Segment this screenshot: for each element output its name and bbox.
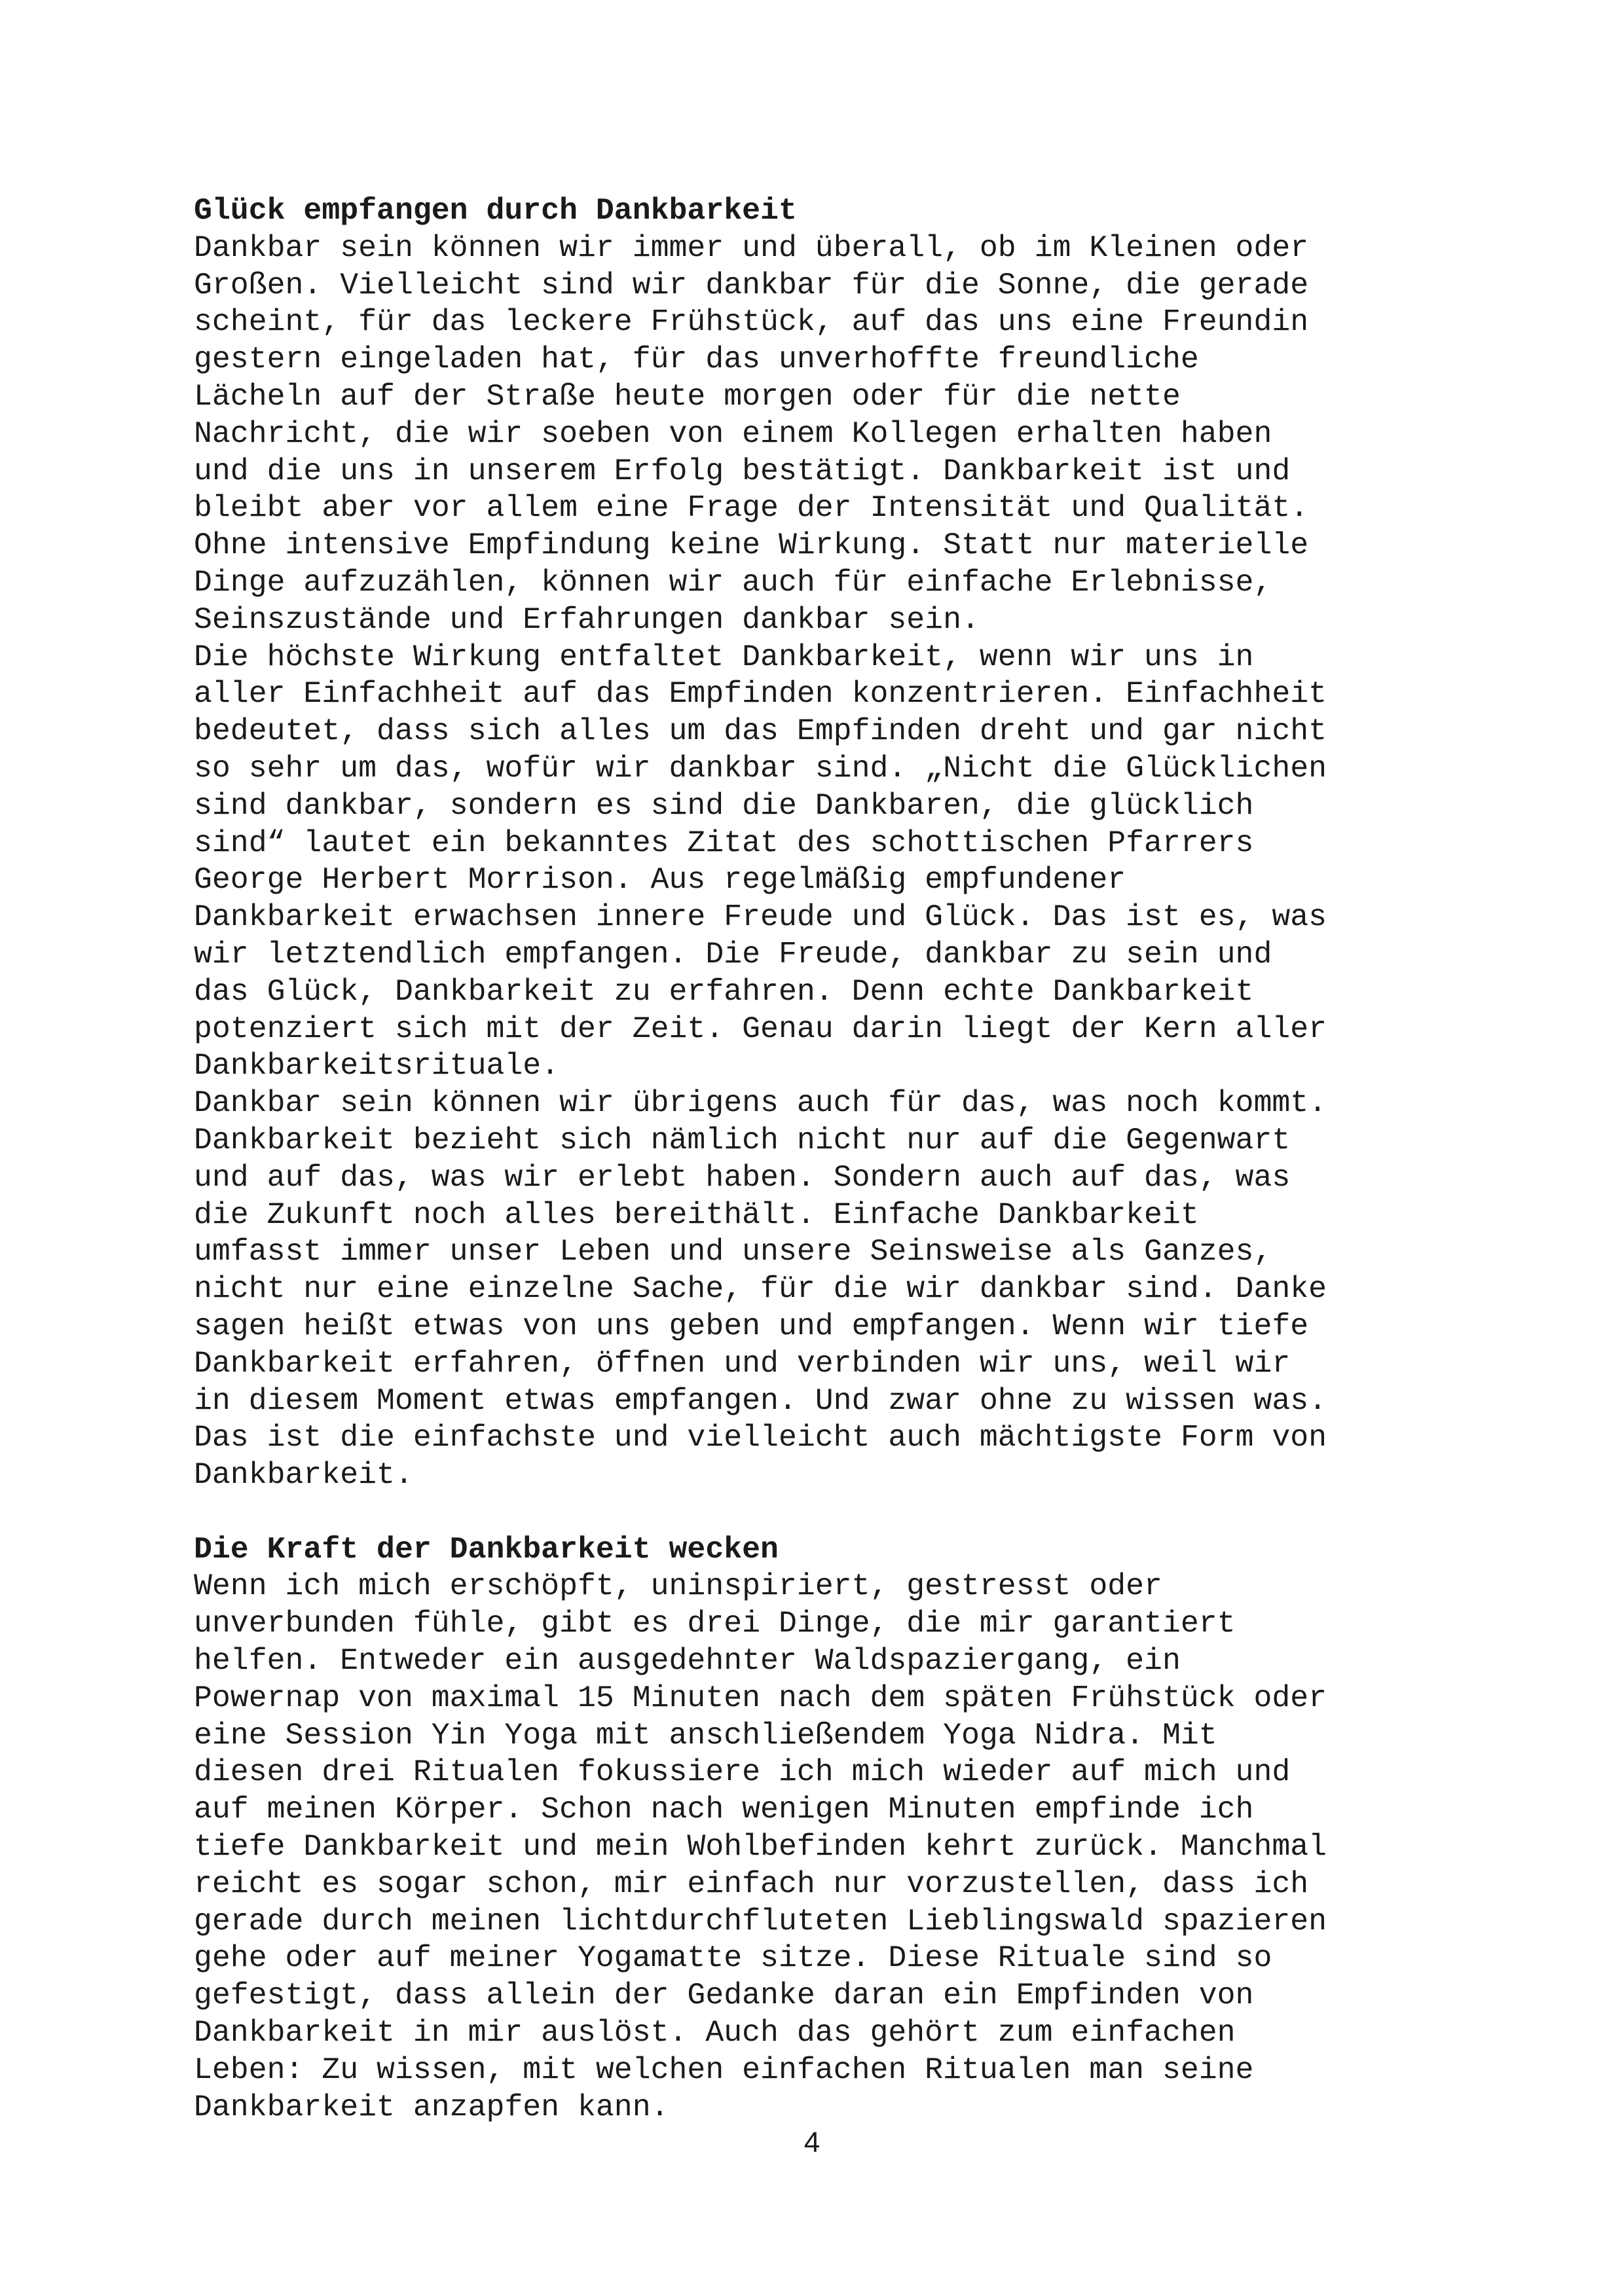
text-line: George Herbert Morrison. Aus regelmäßig empfundener [194, 862, 1126, 898]
text-line: Die höchste Wirkung entfaltet Dankbarkeit, wenn wir uns in [194, 639, 1254, 674]
text-line: und auf das, was wir erlebt haben. Sondern auch auf das, was [194, 1159, 1291, 1195]
text-line: aller Einfachheit auf das Empfinden konzentrieren. Einfachheit [194, 676, 1327, 712]
text-line: sind“ lautet ein bekanntes Zitat des schottischen Pfarrers [194, 825, 1254, 860]
text-line: potenziert sich mit der Zeit. Genau darin liegt der Kern aller [194, 1011, 1327, 1046]
text-line: Nachricht, die wir soeben von einem Kollegen erhalten haben [194, 416, 1272, 451]
text-line: Ohne intensive Empfindung keine Wirkung. Statt nur materielle [194, 528, 1309, 563]
text-line: Dankbarkeit anzapfen kann. [194, 2089, 669, 2124]
text-line: tiefe Dankbarkeit und mein Wohlbefinden kehrt zurück. Manchmal [194, 1829, 1327, 1865]
text-line: Powernap von maximal 15 Minuten nach dem späten Frühstück oder [194, 1680, 1327, 1715]
text-line: bleibt aber vor allem eine Frage der Intensität und Qualität. [194, 490, 1309, 526]
text-line: Das ist die einfachste und vielleicht auch mächtigste Form von [194, 1420, 1327, 1455]
section-heading: Glück empfangen durch Dankbarkeit [194, 193, 797, 228]
text-line: helfen. Entweder ein ausgedehnter Waldspaziergang, ein [194, 1643, 1181, 1679]
text-line: wir letztendlich empfangen. Die Freude, dankbar zu sein und [194, 936, 1272, 972]
text-line: Lächeln auf der Straße heute morgen oder für die nette [194, 378, 1181, 414]
text-line: Dankbarkeit. [194, 1457, 413, 1493]
text-line: bedeutet, dass sich alles um das Empfinden dreht und gar nicht [194, 714, 1327, 749]
text-line: Dankbar sein können wir übrigens auch für das, was noch kommt. [194, 1085, 1327, 1121]
text-line: umfasst immer unser Leben und unsere Seinsweise als Ganzes, [194, 1234, 1272, 1269]
text-line: Dinge aufzuzählen, können wir auch für einfache Erlebnisse, [194, 564, 1272, 600]
section-spacer [194, 1494, 1438, 1531]
text-line: sagen heißt etwas von uns geben und empfangen. Wenn wir tiefe [194, 1308, 1309, 1343]
section-heading: Die Kraft der Dankbarkeit wecken [194, 1531, 779, 1567]
text-line: auf meinen Körper. Schon nach wenigen Minuten empfinde ich [194, 1792, 1254, 1827]
text-line: Großen. Vielleicht sind wir dankbar für die Sonne, die gerade [194, 267, 1309, 302]
text-line: gehe oder auf meiner Yogamatte sitze. Diese Rituale sind so [194, 1941, 1272, 1976]
text-line: diesen drei Ritualen fokussiere ich mich wieder auf mich und [194, 1755, 1291, 1790]
text-line: Dankbar sein können wir immer und überall, ob im Kleinen oder [194, 230, 1309, 265]
text-line: reicht es sogar schon, mir einfach nur vorzustellen, dass ich [194, 1866, 1309, 1901]
text-line: Leben: Zu wissen, mit welchen einfachen Ritualen man seine [194, 2052, 1254, 2087]
text-line: gefestigt, dass allein der Gedanke daran ein Empfinden von [194, 1978, 1254, 2013]
text-line: gerade durch meinen lichtdurchfluteten Lieblingswald spazieren [194, 1903, 1327, 1939]
text-line: Dankbarkeit bezieht sich nämlich nicht nur auf die Gegenwart [194, 1122, 1291, 1157]
text-line: die Zukunft noch alles bereithält. Einfache Dankbarkeit [194, 1197, 1199, 1232]
text-line: Seinszustände und Erfahrungen dankbar sein. [194, 602, 980, 637]
text-line: Dankbarkeit erwachsen innere Freude und Glück. Das ist es, was [194, 900, 1327, 935]
text-line: nicht nur eine einzelne Sache, für die wir dankbar sind. Danke [194, 1271, 1327, 1307]
page-number: 4 [803, 2126, 821, 2159]
text-line: sind dankbar, sondern es sind die Dankbaren, die glücklich [194, 788, 1254, 823]
text-line: Dankbarkeit erfahren, öffnen und verbinden wir uns, weil wir [194, 1345, 1291, 1381]
text-line: Wenn ich mich erschöpft, uninspiriert, gestresst oder [194, 1569, 1162, 1604]
text-line: so sehr um das, wofür wir dankbar sind. „Nicht die Glücklichen [194, 750, 1327, 786]
text-line: eine Session Yin Yoga mit anschließendem Yoga Nidra. Mit [194, 1717, 1217, 1753]
text-line: unverbunden fühle, gibt es drei Dinge, die mir garantiert [194, 1606, 1236, 1641]
text-line: Dankbarkeit in mir auslöst. Auch das gehört zum einfachen [194, 2015, 1236, 2050]
text-line: gestern eingeladen hat, für das unverhoffte freundliche [194, 342, 1199, 377]
text-line: Dankbarkeitsrituale. [194, 1048, 560, 1084]
text-line: und die uns in unserem Erfolg bestätigt. Dankbarkeit ist und [194, 453, 1291, 488]
page-body [194, 192, 1438, 2126]
text-line: scheint, für das leckere Frühstück, auf das uns eine Freundin [194, 304, 1309, 340]
text-line: das Glück, Dankbarkeit zu erfahren. Denn echte Dankbarkeit [194, 974, 1254, 1009]
text-line: in diesem Moment etwas empfangen. Und zwar ohne zu wissen was. [194, 1383, 1327, 1418]
